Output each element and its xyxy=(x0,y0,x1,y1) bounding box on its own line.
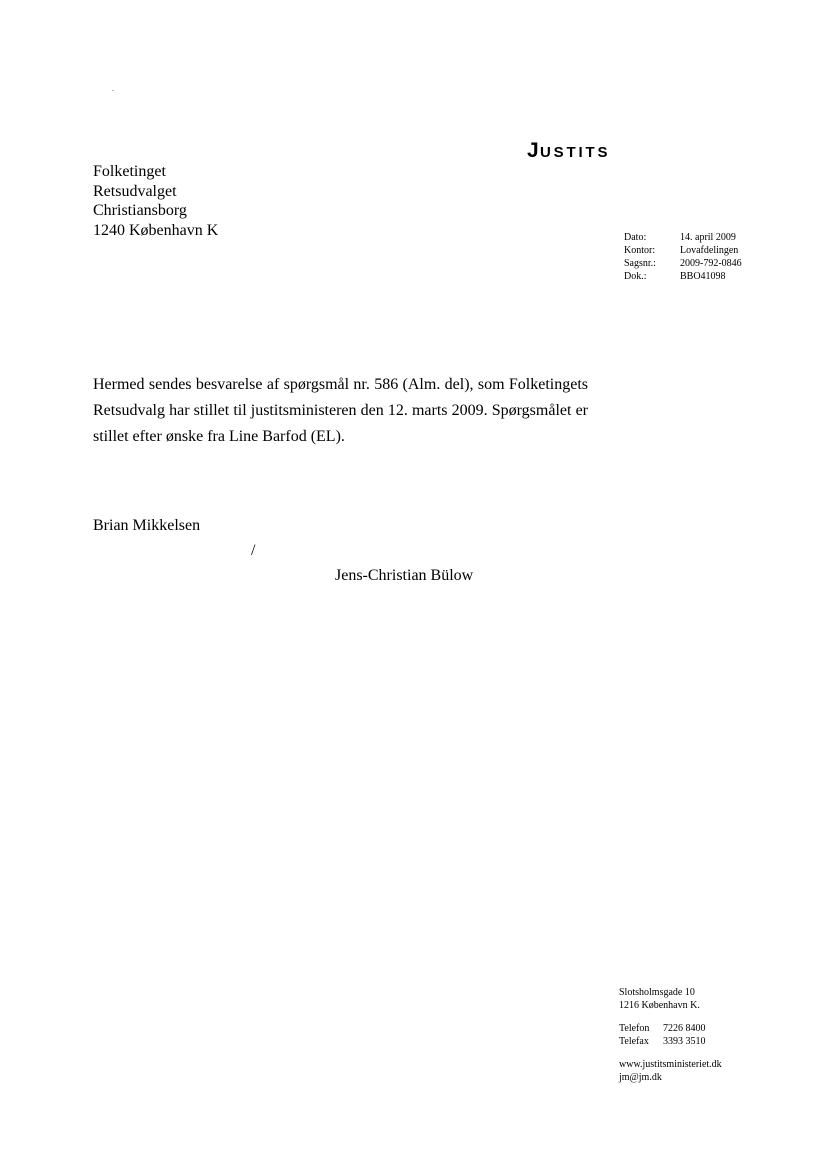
footer-email-link[interactable]: jm@jm.dk xyxy=(619,1072,662,1083)
meta-label: Dato: xyxy=(624,232,647,243)
header-mark: . xyxy=(112,84,114,93)
signature-official: Jens-Christian Bülow xyxy=(335,567,474,584)
footer-address-city: 1216 København K. xyxy=(619,1000,700,1011)
footer-phone xyxy=(619,1022,722,1035)
meta-value: Lovafdelingen xyxy=(680,245,739,256)
case-metadata xyxy=(624,231,742,283)
footer-address-street: Slotsholmsgade 10 xyxy=(619,987,695,998)
meta-label: Kontor: xyxy=(624,245,656,256)
recipient-line: Retsudvalget xyxy=(93,182,177,200)
recipient-address xyxy=(93,162,218,240)
ministry-contact-footer xyxy=(619,986,722,1084)
signature-separator: / xyxy=(251,542,256,559)
meta-label: Dok.: xyxy=(624,271,647,282)
meta-label: Sagsnr.: xyxy=(624,258,656,269)
recipient-line: 1240 København K xyxy=(93,221,219,239)
meta-row-document xyxy=(624,270,742,283)
logo-initial: J xyxy=(527,139,540,162)
letter-body: Hermed sendes besvarelse af spørgsmål nr. 586 (Alm. del), som Folketingets Retsudvalg har stillet til justitsministeren den 12. marts 2009. Spørgsmålet er stillet efter ønske fra Line Barfod (EL). xyxy=(93,376,588,445)
signature-minister: Brian Mikkelsen xyxy=(93,517,201,534)
meta-row-case-number xyxy=(624,257,742,270)
footer-fax-label: Telefax xyxy=(619,1036,649,1047)
meta-row-date xyxy=(624,231,742,244)
meta-value: BBO41098 xyxy=(680,271,726,282)
meta-row-office xyxy=(624,244,742,257)
recipient-line: Folketinget xyxy=(93,163,166,180)
meta-value: 2009-792-0846 xyxy=(680,258,742,269)
footer-phone-value: 7226 8400 xyxy=(663,1023,706,1034)
footer-website-link[interactable]: www.justitsministeriet.dk xyxy=(619,1059,722,1070)
meta-value: 14. april 2009 xyxy=(680,232,736,243)
footer-fax xyxy=(619,1035,722,1048)
ministry-logo xyxy=(527,140,610,164)
recipient-line: Christiansborg xyxy=(93,202,187,219)
footer-phone-label: Telefon xyxy=(619,1023,650,1034)
logo-rest: USTITS xyxy=(539,144,611,161)
footer-fax-value: 3393 3510 xyxy=(663,1036,706,1047)
